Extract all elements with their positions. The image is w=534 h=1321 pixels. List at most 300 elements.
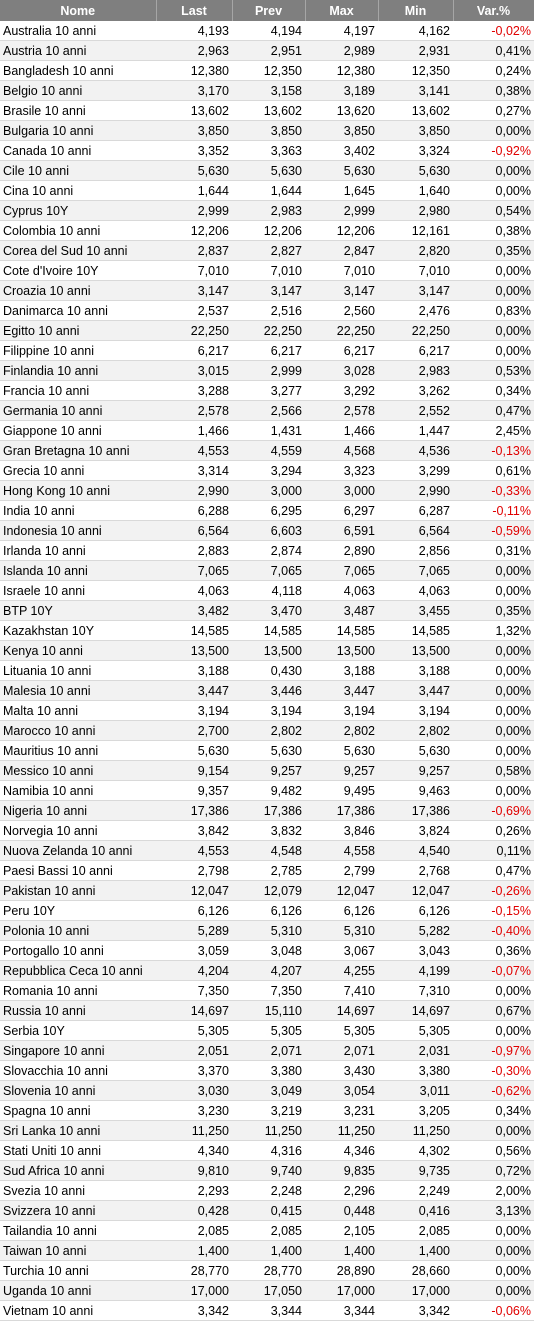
cell-max: 3,292 (305, 381, 378, 401)
cell-name: India 10 anni (0, 501, 156, 521)
cell-var-pct: 0,31% (453, 541, 534, 561)
cell-prev: 5,630 (232, 741, 305, 761)
cell-min: 1,447 (378, 421, 453, 441)
table-row (0, 1041, 534, 1061)
cell-last: 9,810 (156, 1161, 232, 1181)
cell-min: 2,856 (378, 541, 453, 561)
cell-var-pct: -0,69% (453, 801, 534, 821)
cell-max: 13,620 (305, 101, 378, 121)
cell-var-pct: 0,00% (453, 741, 534, 761)
cell-var-pct: -0,26% (453, 881, 534, 901)
cell-var-pct: -0,13% (453, 441, 534, 461)
table-row (0, 721, 534, 741)
cell-prev: 2,999 (232, 361, 305, 381)
cell-max: 2,105 (305, 1221, 378, 1241)
cell-min: 3,011 (378, 1081, 453, 1101)
cell-name: Grecia 10 anni (0, 461, 156, 481)
cell-max: 3,231 (305, 1101, 378, 1121)
table-row (0, 441, 534, 461)
cell-var-pct: -0,02% (453, 21, 534, 41)
cell-var-pct: 0,47% (453, 861, 534, 881)
table-row (0, 1021, 534, 1041)
cell-last: 12,047 (156, 881, 232, 901)
table-row (0, 781, 534, 801)
cell-name: Tailandia 10 anni (0, 1221, 156, 1241)
cell-prev: 2,874 (232, 541, 305, 561)
cell-name: Germania 10 anni (0, 401, 156, 421)
cell-max: 6,591 (305, 521, 378, 541)
cell-name: Sud Africa 10 anni (0, 1161, 156, 1181)
table-row (0, 141, 534, 161)
cell-max: 5,305 (305, 1021, 378, 1041)
cell-prev: 3,277 (232, 381, 305, 401)
cell-max: 28,890 (305, 1261, 378, 1281)
cell-max: 3,067 (305, 941, 378, 961)
cell-max: 6,126 (305, 901, 378, 921)
table-row (0, 821, 534, 841)
cell-max: 7,065 (305, 561, 378, 581)
cell-max: 17,000 (305, 1281, 378, 1301)
cell-var-pct: -0,97% (453, 1041, 534, 1061)
cell-max: 1,645 (305, 181, 378, 201)
cell-last: 3,850 (156, 121, 232, 141)
cell-name: Slovenia 10 anni (0, 1081, 156, 1101)
cell-name: Namibia 10 anni (0, 781, 156, 801)
cell-var-pct: 1,32% (453, 621, 534, 641)
cell-last: 6,288 (156, 501, 232, 521)
cell-var-pct: 0,34% (453, 1101, 534, 1121)
table-row (0, 581, 534, 601)
cell-prev: 3,470 (232, 601, 305, 621)
cell-max: 14,697 (305, 1001, 378, 1021)
cell-max: 3,028 (305, 361, 378, 381)
table-row (0, 601, 534, 621)
cell-name: Egitto 10 anni (0, 321, 156, 341)
cell-var-pct: -0,59% (453, 521, 534, 541)
cell-prev: 3,000 (232, 481, 305, 501)
cell-last: 3,230 (156, 1101, 232, 1121)
cell-min: 7,065 (378, 561, 453, 581)
cell-last: 9,154 (156, 761, 232, 781)
cell-name: Uganda 10 anni (0, 1281, 156, 1301)
cell-min: 3,205 (378, 1101, 453, 1121)
cell-last: 5,630 (156, 161, 232, 181)
cell-prev: 4,548 (232, 841, 305, 861)
cell-prev: 12,079 (232, 881, 305, 901)
cell-name: Malesia 10 anni (0, 681, 156, 701)
cell-var-pct: 0,00% (453, 581, 534, 601)
table-row (0, 1221, 534, 1241)
cell-max: 2,802 (305, 721, 378, 741)
table-row (0, 1181, 534, 1201)
cell-last: 3,147 (156, 281, 232, 301)
table-row (0, 201, 534, 221)
cell-min: 11,250 (378, 1121, 453, 1141)
cell-prev: 12,350 (232, 61, 305, 81)
cell-max: 5,630 (305, 161, 378, 181)
cell-min: 22,250 (378, 321, 453, 341)
cell-last: 2,293 (156, 1181, 232, 1201)
cell-min: 12,047 (378, 881, 453, 901)
cell-min: 14,585 (378, 621, 453, 641)
cell-max: 3,850 (305, 121, 378, 141)
cell-max: 13,500 (305, 641, 378, 661)
cell-prev: 3,049 (232, 1081, 305, 1101)
table-row (0, 1101, 534, 1121)
cell-prev: 15,110 (232, 1001, 305, 1021)
cell-var-pct: 0,00% (453, 1221, 534, 1241)
cell-max: 7,410 (305, 981, 378, 1001)
table-row (0, 1001, 534, 1021)
cell-var-pct: 0,67% (453, 1001, 534, 1021)
cell-name: Lituania 10 anni (0, 661, 156, 681)
cell-min: 3,324 (378, 141, 453, 161)
cell-max: 2,989 (305, 41, 378, 61)
table-row (0, 1161, 534, 1181)
cell-name: Mauritius 10 anni (0, 741, 156, 761)
cell-prev: 22,250 (232, 321, 305, 341)
header-prev[interactable]: Prev (232, 0, 305, 21)
cell-var-pct: 0,26% (453, 821, 534, 841)
cell-name: Belgio 10 anni (0, 81, 156, 101)
table-row (0, 841, 534, 861)
cell-last: 3,170 (156, 81, 232, 101)
table-row (0, 401, 534, 421)
cell-name: Paesi Bassi 10 anni (0, 861, 156, 881)
cell-prev: 17,050 (232, 1281, 305, 1301)
cell-last: 2,578 (156, 401, 232, 421)
cell-prev: 4,207 (232, 961, 305, 981)
table-row (0, 81, 534, 101)
cell-var-pct: -0,33% (453, 481, 534, 501)
cell-min: 9,463 (378, 781, 453, 801)
table-row (0, 761, 534, 781)
cell-name: Corea del Sud 10 anni (0, 241, 156, 261)
cell-var-pct: 0,00% (453, 181, 534, 201)
cell-max: 2,890 (305, 541, 378, 561)
cell-prev: 0,430 (232, 661, 305, 681)
cell-name: Kazakhstan 10Y (0, 621, 156, 641)
cell-var-pct: -0,62% (453, 1081, 534, 1101)
table-row (0, 881, 534, 901)
cell-var-pct: -0,30% (453, 1061, 534, 1081)
cell-prev: 3,147 (232, 281, 305, 301)
cell-prev: 2,071 (232, 1041, 305, 1061)
cell-var-pct: 2,00% (453, 1181, 534, 1201)
cell-min: 3,299 (378, 461, 453, 481)
cell-max: 3,194 (305, 701, 378, 721)
cell-last: 11,250 (156, 1121, 232, 1141)
cell-min: 2,476 (378, 301, 453, 321)
cell-min: 14,697 (378, 1001, 453, 1021)
cell-prev: 28,770 (232, 1261, 305, 1281)
cell-min: 3,147 (378, 281, 453, 301)
cell-min: 2,990 (378, 481, 453, 501)
cell-max: 11,250 (305, 1121, 378, 1141)
cell-min: 0,416 (378, 1201, 453, 1221)
cell-prev: 2,566 (232, 401, 305, 421)
cell-max: 5,630 (305, 741, 378, 761)
cell-last: 4,063 (156, 581, 232, 601)
cell-name: Repubblica Ceca 10 anni (0, 961, 156, 981)
cell-prev: 3,219 (232, 1101, 305, 1121)
cell-last: 2,051 (156, 1041, 232, 1061)
cell-prev: 3,446 (232, 681, 305, 701)
cell-min: 1,400 (378, 1241, 453, 1261)
cell-min: 9,257 (378, 761, 453, 781)
table-row (0, 1061, 534, 1081)
cell-var-pct: 0,54% (453, 201, 534, 221)
cell-prev: 14,585 (232, 621, 305, 641)
cell-name: BTP 10Y (0, 601, 156, 621)
cell-name: Giappone 10 anni (0, 421, 156, 441)
cell-prev: 3,048 (232, 941, 305, 961)
cell-var-pct: 0,34% (453, 381, 534, 401)
cell-prev: 2,516 (232, 301, 305, 321)
cell-last: 6,126 (156, 901, 232, 921)
cell-var-pct: 0,83% (453, 301, 534, 321)
cell-last: 2,700 (156, 721, 232, 741)
cell-var-pct: -0,07% (453, 961, 534, 981)
cell-min: 2,552 (378, 401, 453, 421)
table-row (0, 1261, 534, 1281)
cell-prev: 3,850 (232, 121, 305, 141)
cell-max: 3,447 (305, 681, 378, 701)
cell-max: 1,400 (305, 1241, 378, 1261)
cell-name: Turchia 10 anni (0, 1261, 156, 1281)
cell-prev: 2,802 (232, 721, 305, 741)
cell-var-pct: 0,72% (453, 1161, 534, 1181)
cell-var-pct: 0,00% (453, 981, 534, 1001)
cell-name: Russia 10 anni (0, 1001, 156, 1021)
cell-last: 4,553 (156, 841, 232, 861)
cell-last: 6,217 (156, 341, 232, 361)
cell-min: 5,282 (378, 921, 453, 941)
cell-last: 7,010 (156, 261, 232, 281)
cell-prev: 7,350 (232, 981, 305, 1001)
cell-prev: 2,983 (232, 201, 305, 221)
cell-name: Taiwan 10 anni (0, 1241, 156, 1261)
cell-name: Cyprus 10Y (0, 201, 156, 221)
cell-prev: 6,217 (232, 341, 305, 361)
cell-min: 3,824 (378, 821, 453, 841)
cell-max: 4,063 (305, 581, 378, 601)
cell-prev: 1,644 (232, 181, 305, 201)
cell-last: 3,447 (156, 681, 232, 701)
cell-max: 4,346 (305, 1141, 378, 1161)
cell-name: Australia 10 anni (0, 21, 156, 41)
cell-var-pct: 0,24% (453, 61, 534, 81)
cell-var-pct: 0,00% (453, 781, 534, 801)
table-row (0, 961, 534, 981)
cell-max: 3,323 (305, 461, 378, 481)
table-row (0, 41, 534, 61)
cell-name: Norvegia 10 anni (0, 821, 156, 841)
cell-prev: 1,431 (232, 421, 305, 441)
cell-min: 3,380 (378, 1061, 453, 1081)
table-row (0, 61, 534, 81)
table-row (0, 281, 534, 301)
cell-min: 13,500 (378, 641, 453, 661)
cell-name: Cina 10 anni (0, 181, 156, 201)
cell-prev: 3,194 (232, 701, 305, 721)
cell-last: 2,999 (156, 201, 232, 221)
cell-name: Gran Bretagna 10 anni (0, 441, 156, 461)
cell-min: 3,194 (378, 701, 453, 721)
header-min[interactable]: Min (378, 0, 453, 21)
cell-var-pct: 0,00% (453, 281, 534, 301)
cell-last: 3,842 (156, 821, 232, 841)
cell-last: 2,085 (156, 1221, 232, 1241)
cell-var-pct: -0,11% (453, 501, 534, 521)
cell-last: 7,350 (156, 981, 232, 1001)
header-last[interactable]: Last (156, 0, 232, 21)
cell-max: 4,568 (305, 441, 378, 461)
cell-var-pct: 0,35% (453, 601, 534, 621)
cell-name: Bangladesh 10 anni (0, 61, 156, 81)
cell-min: 12,161 (378, 221, 453, 241)
cell-min: 4,199 (378, 961, 453, 981)
cell-max: 4,197 (305, 21, 378, 41)
cell-name: Colombia 10 anni (0, 221, 156, 241)
cell-last: 3,188 (156, 661, 232, 681)
cell-last: 3,059 (156, 941, 232, 961)
table-row (0, 1141, 534, 1161)
cell-var-pct: 0,00% (453, 701, 534, 721)
table-row (0, 341, 534, 361)
cell-name: Svezia 10 anni (0, 1181, 156, 1201)
cell-min: 2,820 (378, 241, 453, 261)
cell-last: 3,194 (156, 701, 232, 721)
table-row (0, 181, 534, 201)
cell-min: 3,188 (378, 661, 453, 681)
cell-prev: 17,386 (232, 801, 305, 821)
cell-name: Polonia 10 anni (0, 921, 156, 941)
cell-name: Cile 10 anni (0, 161, 156, 181)
cell-last: 5,630 (156, 741, 232, 761)
cell-min: 6,564 (378, 521, 453, 541)
table-row (0, 261, 534, 281)
table-row (0, 941, 534, 961)
cell-last: 2,798 (156, 861, 232, 881)
cell-prev: 6,603 (232, 521, 305, 541)
table-row (0, 801, 534, 821)
cell-last: 6,564 (156, 521, 232, 541)
cell-var-pct: 0,00% (453, 641, 534, 661)
cell-var-pct: 0,00% (453, 1241, 534, 1261)
table-row (0, 621, 534, 641)
cell-var-pct: 0,58% (453, 761, 534, 781)
cell-max: 14,585 (305, 621, 378, 641)
cell-last: 28,770 (156, 1261, 232, 1281)
cell-last: 12,206 (156, 221, 232, 241)
table-row (0, 221, 534, 241)
cell-last: 4,204 (156, 961, 232, 981)
table-row (0, 121, 534, 141)
cell-min: 3,455 (378, 601, 453, 621)
table-row (0, 1201, 534, 1221)
cell-var-pct: 0,11% (453, 841, 534, 861)
cell-max: 3,487 (305, 601, 378, 621)
header-var-pct[interactable]: Var.% (453, 0, 534, 21)
cell-max: 6,297 (305, 501, 378, 521)
table-row (0, 701, 534, 721)
cell-name: Nuova Zelanda 10 anni (0, 841, 156, 861)
table-row (0, 921, 534, 941)
cell-min: 4,063 (378, 581, 453, 601)
cell-max: 2,847 (305, 241, 378, 261)
cell-last: 4,193 (156, 21, 232, 41)
cell-min: 2,249 (378, 1181, 453, 1201)
cell-name: Brasile 10 anni (0, 101, 156, 121)
table-row (0, 21, 534, 41)
cell-last: 14,697 (156, 1001, 232, 1021)
cell-min: 2,980 (378, 201, 453, 221)
header-max[interactable]: Max (305, 0, 378, 21)
cell-name: Svizzera 10 anni (0, 1201, 156, 1221)
cell-last: 2,963 (156, 41, 232, 61)
cell-prev: 9,257 (232, 761, 305, 781)
cell-var-pct: 2,45% (453, 421, 534, 441)
cell-max: 0,448 (305, 1201, 378, 1221)
cell-last: 2,837 (156, 241, 232, 261)
cell-min: 3,342 (378, 1301, 453, 1321)
cell-prev: 4,559 (232, 441, 305, 461)
table-row (0, 561, 534, 581)
cell-prev: 2,785 (232, 861, 305, 881)
cell-var-pct: 0,00% (453, 1261, 534, 1281)
cell-prev: 0,415 (232, 1201, 305, 1221)
cell-name: Finlandia 10 anni (0, 361, 156, 381)
cell-last: 17,386 (156, 801, 232, 821)
cell-min: 5,630 (378, 741, 453, 761)
cell-min: 2,031 (378, 1041, 453, 1061)
table-row (0, 481, 534, 501)
cell-name: Peru 10Y (0, 901, 156, 921)
cell-max: 12,380 (305, 61, 378, 81)
cell-var-pct: 0,00% (453, 261, 534, 281)
cell-name: Hong Kong 10 anni (0, 481, 156, 501)
cell-prev: 3,832 (232, 821, 305, 841)
header-nome[interactable]: Nome (0, 0, 156, 21)
cell-prev: 7,010 (232, 261, 305, 281)
cell-prev: 9,740 (232, 1161, 305, 1181)
cell-name: Croazia 10 anni (0, 281, 156, 301)
cell-min: 2,931 (378, 41, 453, 61)
cell-var-pct: 0,00% (453, 721, 534, 741)
table-row (0, 1301, 534, 1321)
cell-last: 1,400 (156, 1241, 232, 1261)
cell-max: 2,296 (305, 1181, 378, 1201)
cell-last: 1,644 (156, 181, 232, 201)
table-row (0, 361, 534, 381)
cell-max: 2,560 (305, 301, 378, 321)
table-row (0, 1121, 534, 1141)
cell-prev: 4,194 (232, 21, 305, 41)
table-row (0, 501, 534, 521)
cell-last: 3,370 (156, 1061, 232, 1081)
cell-name: Cote d'Ivoire 10Y (0, 261, 156, 281)
cell-min: 2,983 (378, 361, 453, 381)
cell-prev: 12,206 (232, 221, 305, 241)
table-row (0, 241, 534, 261)
cell-var-pct: 0,61% (453, 461, 534, 481)
cell-max: 7,010 (305, 261, 378, 281)
cell-var-pct: 3,13% (453, 1201, 534, 1221)
cell-var-pct: 0,00% (453, 1281, 534, 1301)
cell-last: 3,030 (156, 1081, 232, 1101)
cell-last: 7,065 (156, 561, 232, 581)
